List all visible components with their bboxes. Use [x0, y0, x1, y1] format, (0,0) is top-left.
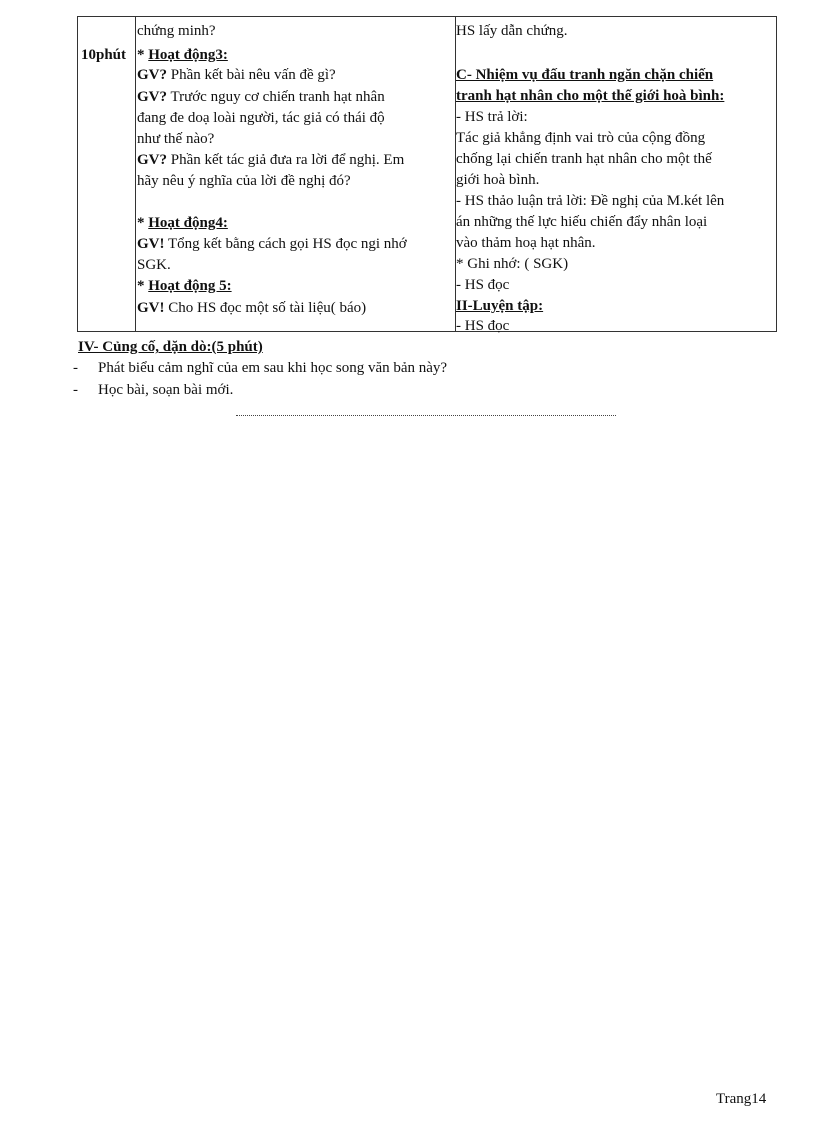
practice-heading: II-Luyện tập: [456, 298, 544, 314]
teacher-line: hãy nêu ý nghĩa của lời đề nghị đó? [137, 173, 351, 189]
section-c-heading-cont: tranh hạt nhân cho một thế giới hoà bình: [456, 88, 725, 104]
student-activity-column [456, 17, 776, 334]
teacher-line: chứng minh? [137, 23, 216, 39]
teacher-line: SGK. [137, 257, 171, 273]
time-column [78, 17, 136, 331]
teacher-question: GV? Phần kết bài nêu vấn đề gì? [137, 67, 336, 83]
activity-heading-4: * Hoạt động4: [137, 215, 228, 231]
student-line: án những thế lực hiếu chiến đẩy nhân loại [456, 214, 708, 230]
student-line: chống lại chiến tranh hạt nhân cho một thế [456, 151, 712, 167]
dotted-divider [236, 413, 616, 416]
page-number: Trang14 [716, 1091, 767, 1107]
list-item: - Phát biểu cảm nghĩ của em sau khi học song văn bản này? [73, 360, 448, 376]
teacher-question: GV? Phần kết tác giả đưa ra lời để nghị. Em [137, 152, 405, 168]
student-line: - HS đọc [456, 277, 510, 293]
time-cell: 10phút [81, 47, 127, 63]
student-line: - HS trả lời: [456, 109, 528, 125]
teacher-question: GV? Trước nguy cơ chiến tranh hạt nhân [137, 89, 385, 105]
lesson-table [77, 16, 777, 332]
activity-heading-3: * Hoạt động3: [137, 47, 228, 63]
teacher-activity-column [136, 17, 456, 331]
teacher-line: như thế nào? [137, 131, 215, 147]
student-line: vào thảm hoạ hạt nhân. [456, 235, 596, 251]
teacher-instruction: GV! Cho HS đọc một số tài liệu( báo) [137, 300, 367, 316]
teacher-line: đang đe doạ loài người, tác giả có thái độ [137, 110, 385, 126]
consolidation-heading: IV- Củng cố, dặn dò:(5 phút) [78, 339, 263, 355]
teacher-instruction: GV! Tổng kết bằng cách gọi HS đọc ngi nhớ [137, 236, 407, 252]
student-line: HS lấy dẫn chứng. [456, 23, 568, 39]
list-item: - Học bài, soạn bài mới. [73, 382, 234, 398]
student-line: * Ghi nhớ: ( SGK) [456, 256, 569, 272]
student-line: giới hoà bình. [456, 172, 540, 188]
activity-heading-5: * Hoạt động 5: [137, 278, 232, 294]
student-line: Tác giả khẳng định vai trò của cộng đồng [456, 130, 706, 146]
section-c-heading: C- Nhiệm vụ đấu tranh ngăn chặn chiến [456, 67, 714, 83]
student-line: - HS thảo luận trả lời: Đề nghị của M.két lên [456, 193, 725, 209]
student-line: - HS đọc [456, 318, 510, 334]
